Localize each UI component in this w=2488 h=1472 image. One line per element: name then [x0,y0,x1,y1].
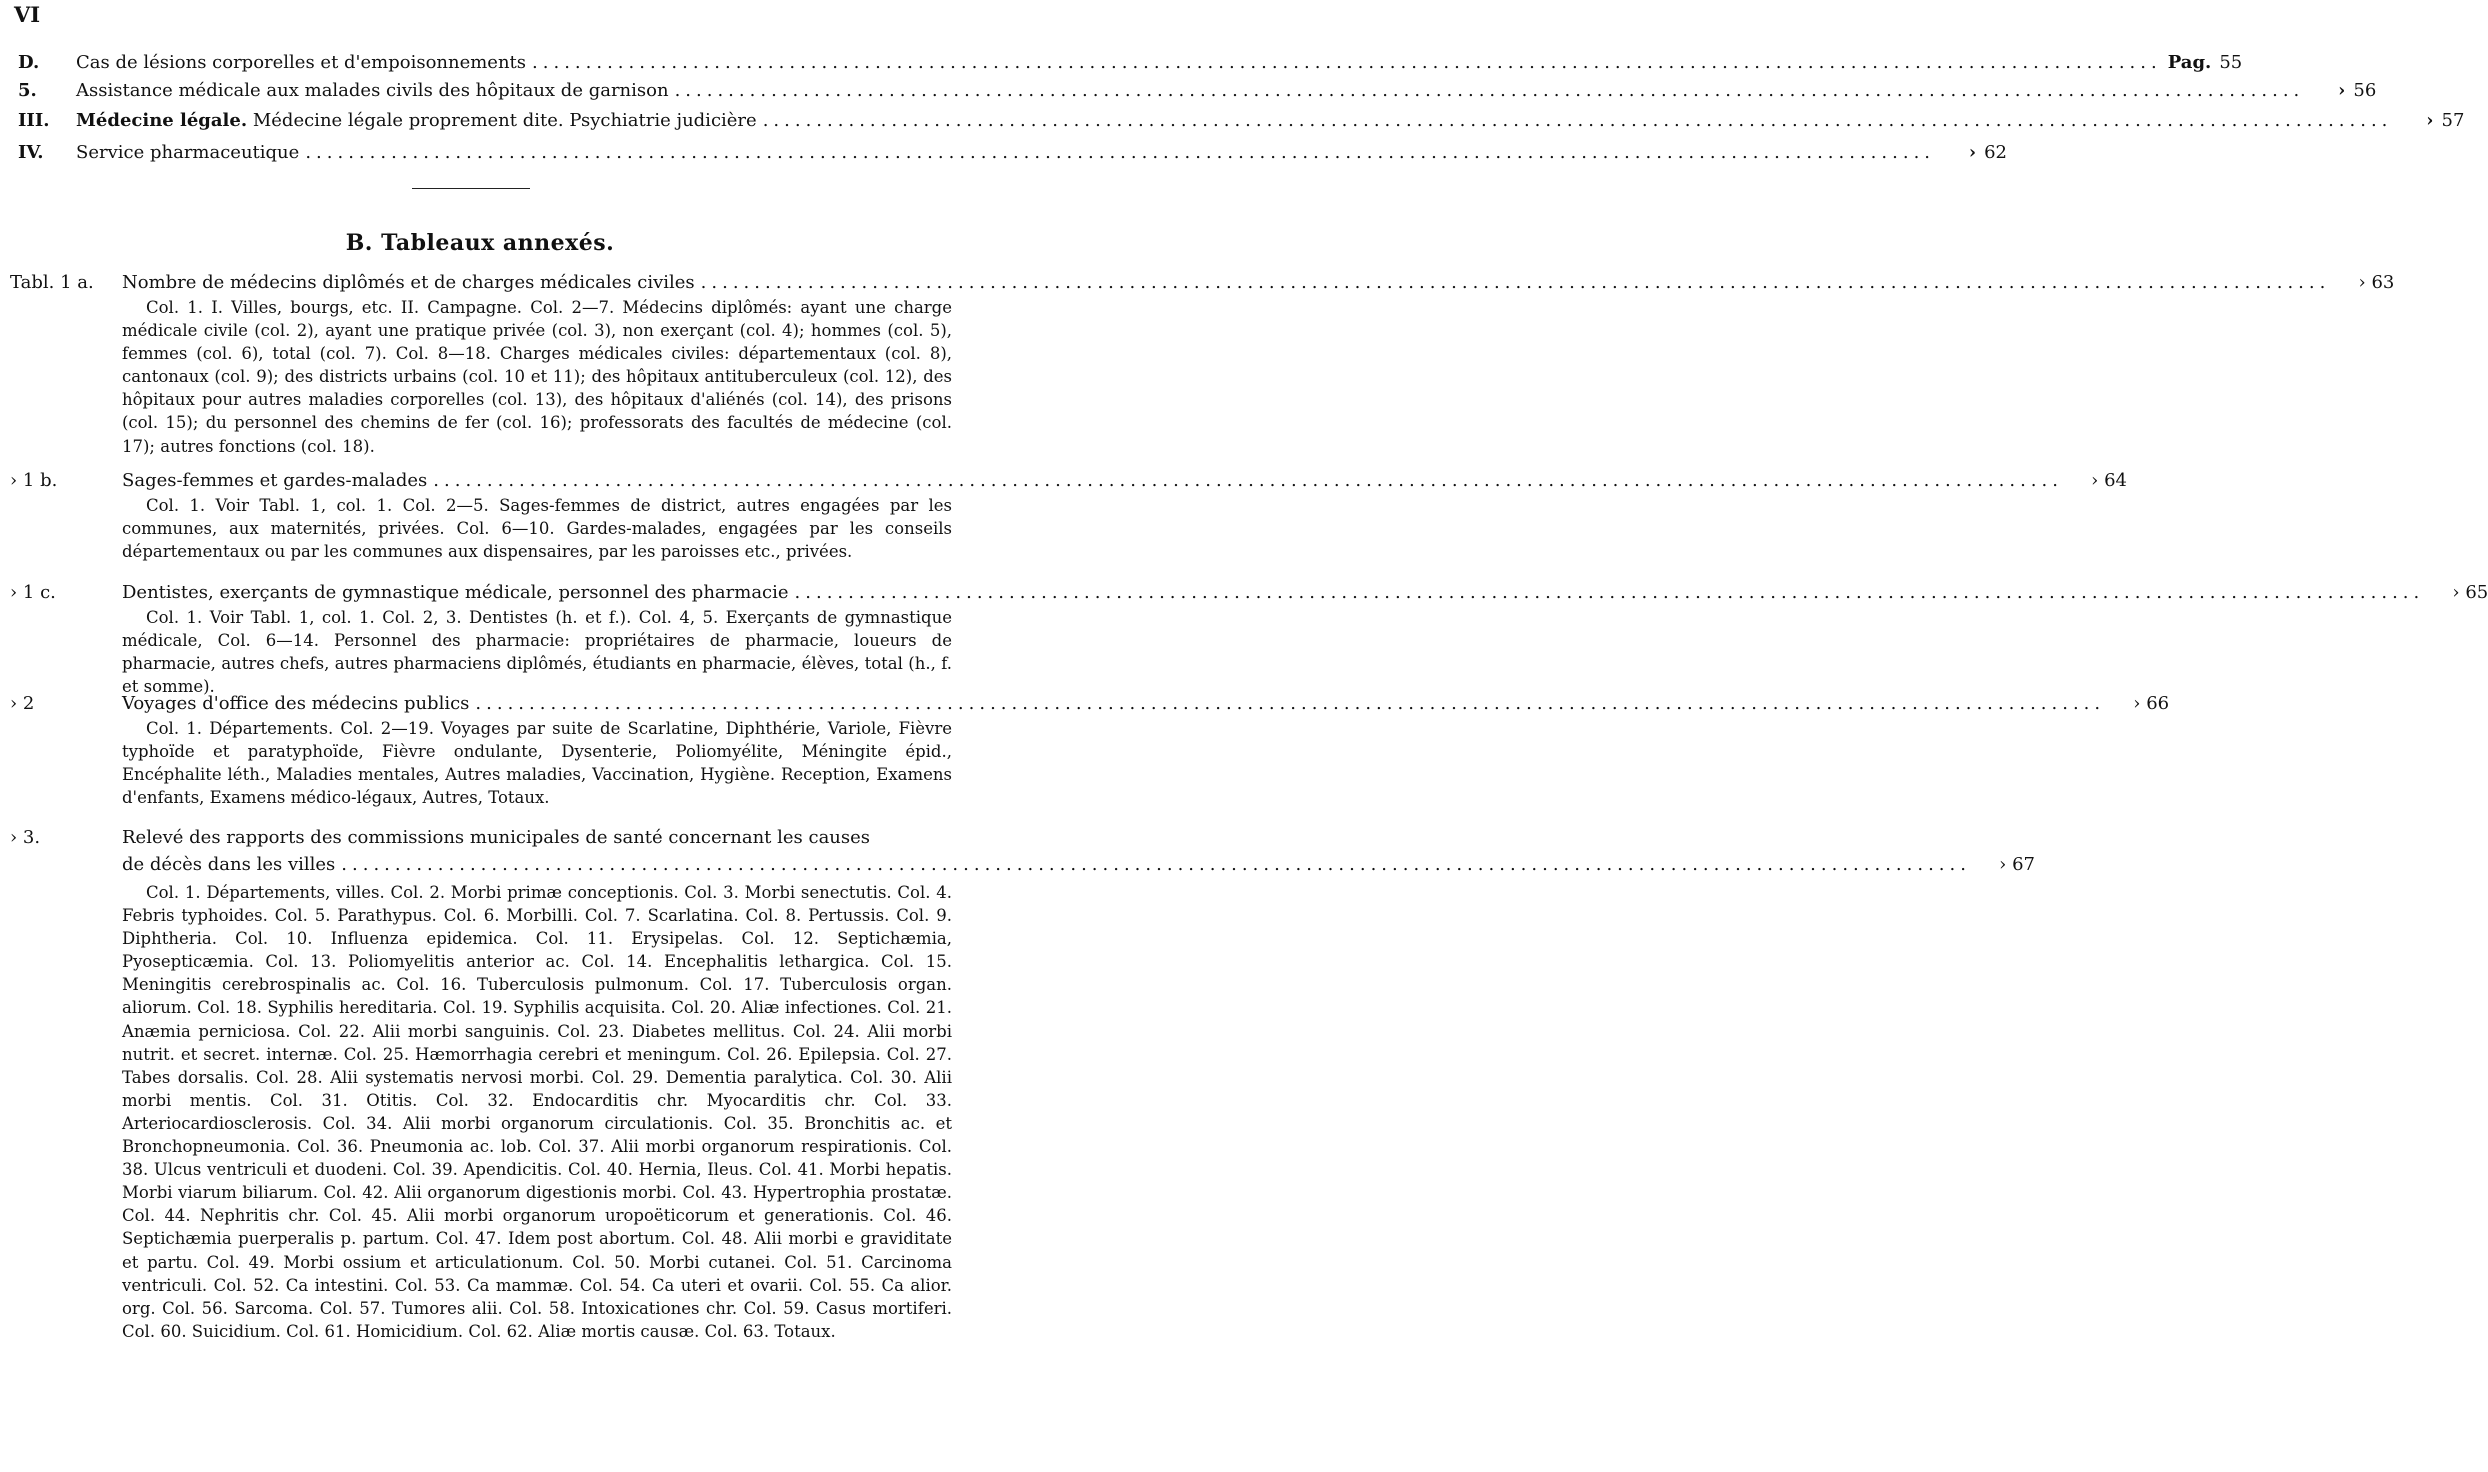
toc-line [18,142,2008,168]
toc-number: D. [18,52,40,73]
toc-page: 57 [2441,110,2465,131]
toc-number: 5. [18,80,37,101]
page-prefix: › [2133,693,2141,714]
entry-title: de décès dans les villes [122,854,336,875]
entry-heading [122,693,2170,714]
toc-page: 62 [1984,142,2008,163]
entry-heading [122,582,2488,603]
entry-heading [122,470,2127,491]
entry-description [122,296,952,458]
toc-label-bold: Médecine légale. [76,110,248,131]
entry-marker: › 1 c. [10,582,56,603]
entry-heading-line1 [122,827,950,848]
toc-page: 55 [2219,52,2243,73]
dot-leader: ........................................................................................................................................................ [433,470,2063,491]
entry-description [122,494,952,563]
entry-title: Dentistes, exerçants de gymnastique médicale, personnel des pharmacie [122,582,789,603]
toc-line [18,52,2243,78]
dot-leader: ........................................................................................................................................................ [700,272,2331,293]
toc-line [18,80,2377,106]
toc-number: IV. [18,142,44,163]
page-number: VI [14,2,41,27]
entry-page: 63 [2371,272,2395,293]
entry-title: Voyages d'office des médecins publics [122,693,470,714]
divider-rule [412,188,530,189]
entry-description-text: Col. 1. I. Villes, bourgs, etc. II. Campagne. Col. 2—7. Médecins diplômés: ayant une charge médicale civile (col. 2), ayant une pratique privée (col. 3), non exerçant (col. 4); hommes (col. 5), femmes (col. 6), total (col. 7). Col. 8—18. Charges médicales civiles: départementaux (col. 8), cantonaux (col. 9); des districts urbains (col. 10 et 11); des hôpitaux antituberculeux (col. 12), des hôpitaux pour autres maladies corporelles (col. 13), des hôpitaux d'aliénés (col. 14), des prisons (col. 15); du personnel des chemins de fer (col. 16); professorats des facultés de médecine (col. 17); autres fonctions (col. 18). [122,298,952,456]
toc-label: Service pharmaceutique [76,142,300,163]
section-title: B. Tableaux annexés. [345,230,615,256]
page-prefix: › [1999,854,2007,875]
entry-page: 67 [2012,854,2035,875]
entry-page: 66 [2146,693,2170,714]
entry-description-text: Col. 1. Voir Tabl. 1, col. 1. Col. 2—5. Sages-femmes de district, autres engagées par les communes, aux maternités, privées. Col. 6—10. Gardes-malades, engagées par les conseils départementaux ou par les communes aux dispensaires, par les paroisses etc., privées. [122,496,952,562]
entry-page: 65 [2465,582,2488,603]
toc-label-rest: Médecine légale proprement dite. Psychiatrie judicière [247,110,757,131]
entry-page: 64 [2104,470,2127,491]
dot-leader: ........................................................................................................................................................ [762,110,2393,131]
entry-marker: Tabl. 1 a. [10,272,94,293]
dot-leader: ........................................................................................................................................................ [794,582,2425,603]
dot-leader: ........................................................................................................................................................ [674,80,2305,101]
entry-title: Nombre de médecins diplômés et de charges médicales civiles [122,272,695,293]
entry-description [122,606,952,698]
toc-line [18,110,2465,136]
entry-description-text: Col. 1. Départements. Col. 2—19. Voyages par suite de Scarlatine, Diphthérie, Variole, Fièvre typhoïde et paratyphoïde, Fièvre ondulante, Dysenterie, Poliomyélite, Méningite épid., Encéphalite léth., Maladies mentales, Autres maladies, Vaccination, Hygiène. Reception, Examens d'enfants, Examens médico-légaux, Autres, Totaux. [122,719,952,808]
entry-marker: › 1 b. [10,470,58,491]
page-prefix: › [2452,582,2460,603]
entry-title: Sages-femmes et gardes-malades [122,470,428,491]
dot-leader: ........................................................................................................................................................ [475,693,2106,714]
dot-leader: ........................................................................................................................................................ [305,142,1936,163]
entry-description-text: Col. 1. Voir Tabl. 1, col. 1. Col. 2, 3. Dentistes (h. et f.). Col. 4, 5. Exerçants de gymnastique médicale, Col. 6—14. Personnel des pharmacie: propriétaires de pharmacie, loueurs de pharmacie, autres chefs, autres pharmaciens diplômés, étudiants en pharmacie, élèves, total (h., f. et somme). [122,608,952,697]
page-prefix: Pag. [2167,52,2212,73]
entry-heading [122,854,2035,875]
dot-leader: ........................................................................................................................................................ [341,854,1971,875]
entry-description-text: Col. 1. Départements, villes. Col. 2. Morbi primæ conceptionis. Col. 3. Morbi senectutis. Col. 4. Febris typhoides. Col. 5. Parathypus. Col. 6. Morbilli. Col. 7. Scarlatina. Col. 8. Pertussis. Col. 9. Diphtheria. Col. 10. Influenza epidemica. Col. 11. Erysipelas. Col. 12. Septichæmia, Pyosepticæmia. Col. 13. Poliomyelitis anterior ac. Col. 14. Encephalitis lethargica. Col. 15. Meningitis cerebrospinalis ac. Col. 16. Tuberculosis pulmonum. Col. 17. Tuberculosis organ. aliorum. Col. 18. Syphilis hereditaria. Col. 19. Syphilis acquisita. Col. 20. Aliæ infectiones. Col. 21. Anæmia perniciosa. Col. 22. Alii morbi sanguinis. Col. 23. Diabetes mellitus. Col. 24. Alii morbi nutrit. et secret. internæ. Col. 25. Hæmorrhagia cerebri et meningum. Col. 26. Epilepsia. Col. 27. Tabes dorsalis. Col. 28. Alii systematis nervosi morbi. Col. 29. Dementia paralytica. Col. 30. Alii morbi mentis. Col. 31. Otitis. Col. 32. Endocarditis chr. Myocarditis chr. Col. 33. Arteriocardiosclerosis. Col. 34. Alii morbi organorum circulationis. Col. 35. Bronchitis ac. et Bronchopneumonia. Col. 36. Pneumonia ac. lob. Col. 37. Alii morbi organorum respirationis. Col. 38. Ulcus ventriculi et duodeni. Col. 39. Apendicitis. Col. 40. Hernia, Ileus. Col. 41. Morbi hepatis. Morbi viarum biliarum. Col. 42. Alii organorum digestionis morbi. Col. 43. Hypertrophia prostatæ. Col. 44. Nephritis chr. Col. 45. Alii morbi organorum uropoëticorum et generationis. Col. 46. Septichæmia puerperalis p. partum. Col. 47. Idem post abortum. Col. 48. Alii morbi e graviditate et partu. Col. 49. Morbi ossium et articulationum. Col. 50. Morbi cutanei. Col. 51. Carcinoma ventriculi. Col. 52. Ca intestini. Col. 53. Ca mammæ. Col. 54. Ca uteri et ovarii. Col. 55. Ca alior. org. Col. 56. Sarcoma. Col. 57. Tumores alii. Col. 58. Intoxicationes chr. Col. 59. Casus mortiferi. Col. 60. Suicidium. Col. 61. Homicidium. Col. 62. Aliæ mortis causæ. Col. 63. Totaux. [122,883,952,1341]
page-prefix: › [2091,470,2099,491]
dot-leader: ........................................................................................................................................................ [532,52,2162,73]
entry-marker: › 2 [10,693,35,714]
entry-heading [122,272,2395,293]
page-prefix: › [2426,110,2434,131]
entry-description [122,881,952,1343]
entry-description [122,717,952,809]
page-prefix: › [2358,272,2366,293]
toc-number: III. [18,110,50,131]
entry-title-line1: Relevé des rapports des commissions municipales de santé concernant les causes [122,827,871,848]
toc-label [76,110,757,131]
page-prefix: › [2338,80,2346,101]
page-prefix: › [1968,142,1977,163]
entry-marker: › 3. [10,827,41,848]
toc-label: Cas de lésions corporelles et d'empoisonnements [76,52,527,73]
toc-page: 56 [2353,80,2377,101]
toc-label: Assistance médicale aux malades civils des hôpitaux de garnison [76,80,669,101]
